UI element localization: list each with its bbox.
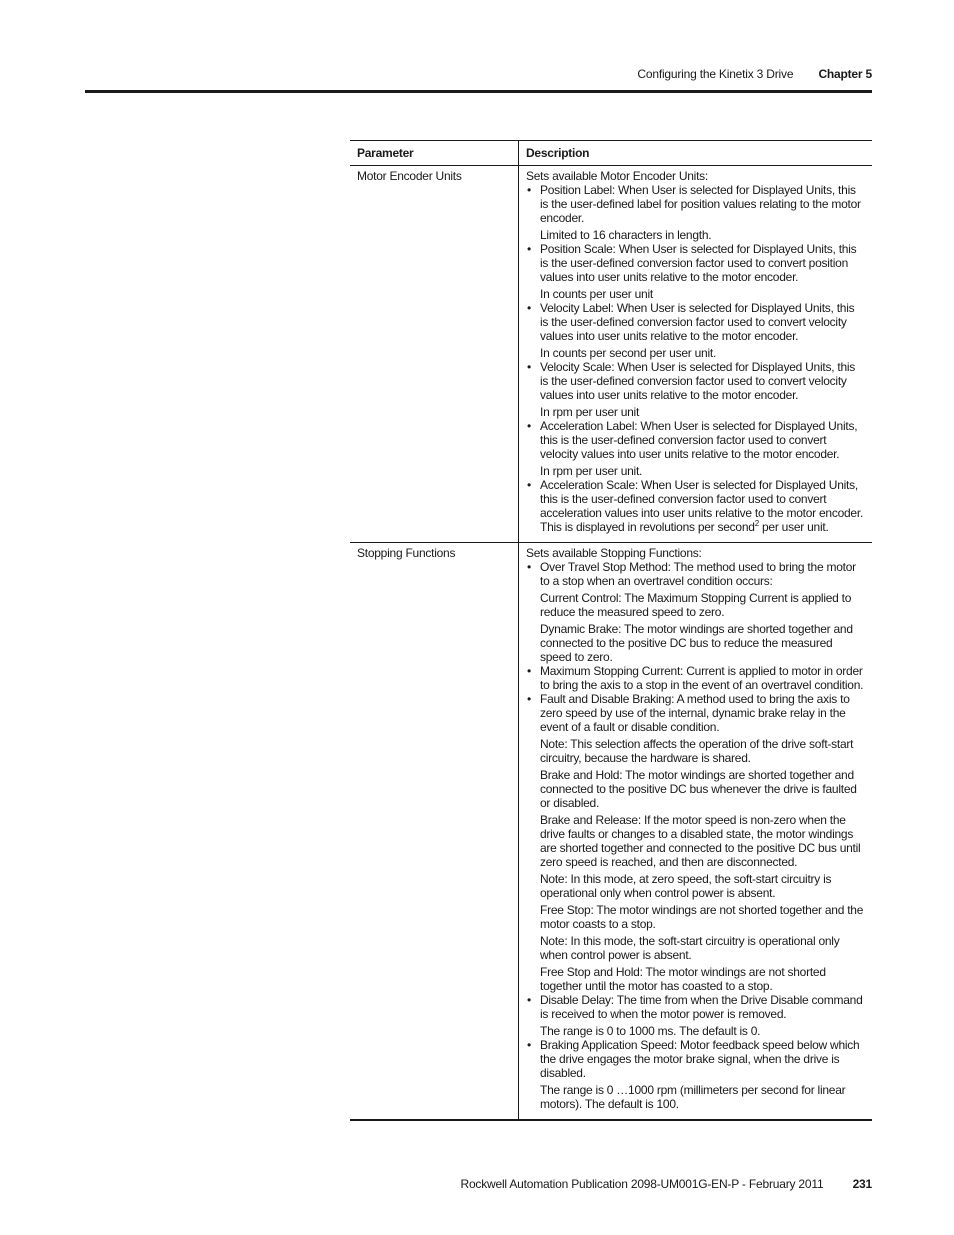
item-text: Velocity Label: When User is selected for Displayed Units, this is the user-defined conversion factor used to convert velocity values into user units relative to the motor encoder. <box>540 301 855 343</box>
list-item <box>526 183 865 242</box>
list-item <box>526 692 865 993</box>
parameter-cell: Stopping Functions <box>350 543 519 1121</box>
superscript: 2 <box>754 519 759 528</box>
item-note: In rpm per user unit <box>540 405 640 419</box>
list-item <box>526 664 865 692</box>
item-text: Disable Delay: The time from when the Drive Disable command is received to when the motor power is removed. <box>540 993 863 1021</box>
item-note: Note: In this mode, at zero speed, the soft-start circuitry is operational only when control power is absent. <box>540 872 832 900</box>
item-text: Position Scale: When User is selected for Displayed Units, this is the user-defined conversion factor used to convert position values into user units relative to the motor encoder. <box>540 242 857 284</box>
item-note: Brake and Hold: The motor windings are shorted together and connected to the positive DC bus whenever the drive is faulted or disabled. <box>540 768 857 810</box>
list-item <box>526 242 865 301</box>
item-note: The range is 0 …1000 rpm (millimeters per second for linear motors). The default is 100. <box>540 1083 846 1111</box>
item-note: Note: This selection affects the operation of the drive soft-start circuitry, because the hardware is shared. <box>540 737 854 765</box>
page-footer <box>85 1177 872 1191</box>
item-note: In counts per user unit <box>540 287 653 301</box>
page-number: 231 <box>852 1177 872 1191</box>
item-text: Velocity Scale: When User is selected for Displayed Units, this is the user-defined conversion factor used to convert velocity values into user units relative to the motor encoder. <box>540 360 856 402</box>
bullet-list <box>526 183 865 534</box>
item-text: Position Label: When User is selected for Displayed Units, this is the user-defined label for position values relating to the motor encoder. <box>540 183 861 225</box>
item-note: In rpm per user unit. <box>540 464 643 478</box>
header-title: Configuring the Kinetix 3 Drive <box>637 67 794 81</box>
description-intro: Sets available Stopping Functions: <box>526 546 702 560</box>
column-header-parameter: Parameter <box>350 141 519 166</box>
item-note: The range is 0 to 1000 ms. The default is 0. <box>540 1024 761 1038</box>
list-item <box>526 993 865 1038</box>
parameter-cell: Motor Encoder Units <box>350 166 519 543</box>
item-text: Braking Application Speed: Motor feedback speed below which the drive engages the motor brake signal, when the drive is disabled. <box>540 1038 860 1080</box>
list-item <box>526 478 865 534</box>
item-note: Free Stop and Hold: The motor windings are not shorted together until the motor has coasted to a stop. <box>540 965 826 993</box>
item-text: Acceleration Scale: When User is selected for Displayed Units, this is the user-defined conversion factor used to convert acceleration values into user units relative to the motor encoder. This is displayed in revolutions per second <box>540 478 864 534</box>
item-note: Limited to 16 characters in length. <box>540 228 712 242</box>
page-header <box>85 64 872 93</box>
parameter-table <box>350 140 872 1121</box>
table-header-row <box>350 141 872 166</box>
bullet-list <box>526 560 865 1111</box>
list-item <box>526 360 865 419</box>
list-item <box>526 301 865 360</box>
item-note: Current Control: The Maximum Stopping Current is applied to reduce the measured speed to zero. <box>540 591 852 619</box>
item-note: Free Stop: The motor windings are not shorted together and the motor coasts to a stop. <box>540 903 864 931</box>
column-header-description: Description <box>519 141 873 166</box>
item-text: Over Travel Stop Method: The method used to bring the motor to a stop when an overtravel condition occurs: <box>540 560 856 588</box>
item-text: Maximum Stopping Current: Current is applied to motor in order to bring the axis to a stop in the event of an overtravel condition. <box>540 664 864 692</box>
header-chapter: Chapter 5 <box>818 67 872 81</box>
description-cell <box>519 543 873 1121</box>
list-item <box>526 1038 865 1111</box>
description-intro: Sets available Motor Encoder Units: <box>526 169 709 183</box>
item-text: Acceleration Label: When User is selected for Displayed Units, this is the user-defined conversion factor used to convert velocity values into user units relative to the motor encoder. <box>540 419 858 461</box>
list-item <box>526 419 865 478</box>
item-note: Dynamic Brake: The motor windings are shorted together and connected to the positive DC bus to reduce the measured speed to zero. <box>540 622 853 664</box>
item-text: Fault and Disable Braking: A method used to bring the axis to zero speed by use of the internal, dynamic brake relay in the event of a fault or disable condition. <box>540 692 850 734</box>
item-note: Note: In this mode, the soft-start circuitry is operational only when control power is absent. <box>540 934 840 962</box>
description-cell <box>519 166 873 543</box>
list-item <box>526 560 865 664</box>
item-note: In counts per second per user unit. <box>540 346 717 360</box>
table-row <box>350 543 872 1121</box>
table-row <box>350 166 872 543</box>
item-text-tail: per user unit. <box>758 520 829 534</box>
item-note: Brake and Release: If the motor speed is non-zero when the drive faults or changes to a disabled state, the motor windings are shorted together and connected to the positive DC bus until zero speed is reached, and then are disconnected. <box>540 813 861 869</box>
header-text <box>637 67 872 81</box>
publication-info: Rockwell Automation Publication 2098-UM001G-EN-P - February 2011 <box>460 1177 824 1191</box>
